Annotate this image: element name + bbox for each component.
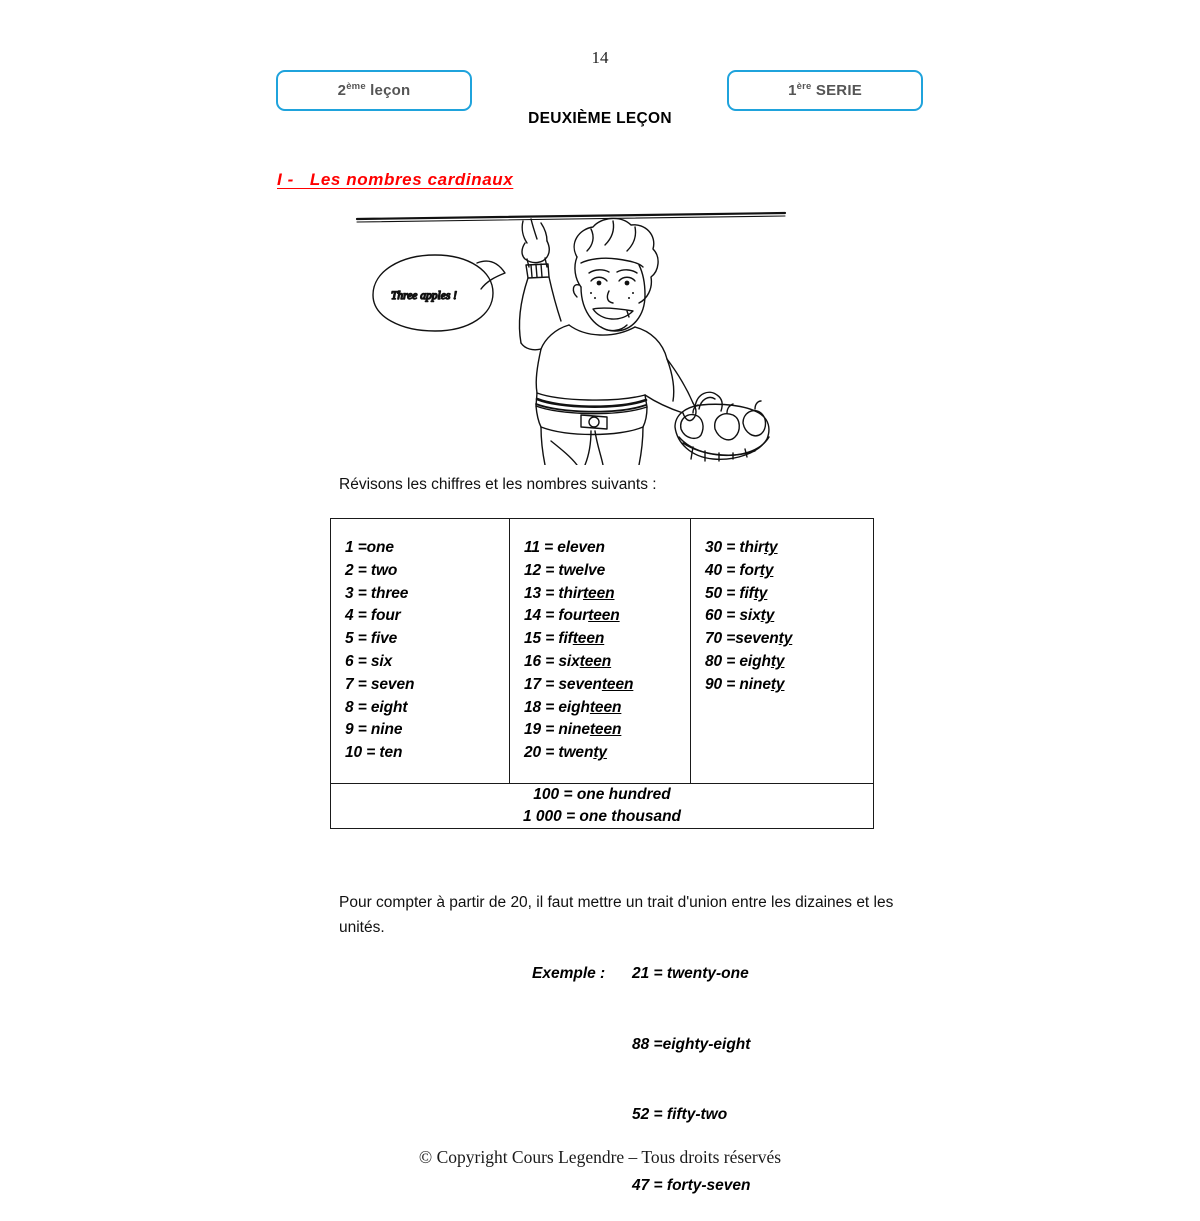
intro-sentence: Révisons les chiffres et les nombres suivants :: [339, 476, 657, 493]
number-entry: [345, 742, 509, 765]
number-entry-suffix: ty: [770, 675, 785, 693]
table-row-columns: [331, 519, 874, 784]
number-entry: [524, 583, 690, 606]
number-entry-text: 90 = nine: [705, 675, 771, 693]
number-entry-suffix: teen: [582, 584, 615, 602]
number-entry: [705, 560, 873, 583]
number-entry: [345, 697, 509, 720]
number-entry-text: 4 = four: [345, 607, 401, 625]
numbers-list-1: [331, 519, 509, 765]
number-entry: [705, 605, 873, 628]
number-entry-text: 7 = seven: [345, 675, 415, 693]
number-entry: [524, 697, 690, 720]
number-entry-text: 16 = six: [524, 652, 580, 670]
big-numbers-cell: [331, 784, 874, 829]
example-row-3: [532, 1103, 750, 1127]
number-entry-text: 30 = thir: [705, 539, 764, 556]
raised-arm: [519, 219, 561, 343]
section-heading: I - Les nombres cardinaux: [277, 170, 514, 189]
example-label: Exemple :: [532, 965, 606, 982]
belt: [536, 393, 647, 435]
number-entry-text: 70 =seven: [705, 630, 779, 648]
number-entry-suffix: teen: [588, 607, 620, 625]
lesson-title: DEUXIÈME LEÇON: [528, 110, 672, 127]
number-entry-text: 40 = for: [705, 561, 760, 579]
number-entry-suffix: teen: [579, 652, 612, 670]
lesson-badge-left-label: leçon: [365, 82, 411, 99]
number-entry: [524, 719, 690, 742]
big-number-hundred: 100 = one hundred: [533, 786, 671, 803]
number-entry: [345, 537, 509, 560]
number-entry-text: 17 = seven: [524, 675, 602, 693]
number-entry: [345, 583, 509, 606]
number-entry-text: 19 = nine: [524, 721, 590, 739]
number-entry: [345, 719, 509, 742]
serie-badge-right-label: SERIE: [811, 82, 862, 99]
lesson-badge-left-ordinal: ème: [346, 81, 366, 92]
number-entry-text: 8 = eight: [345, 698, 408, 716]
serie-badge-right-text: [788, 82, 862, 99]
lesson-badge-left[interactable]: [276, 70, 472, 111]
example-value-2: 88 =eighty-eight: [632, 1035, 751, 1053]
number-entry-text: 2 = two: [345, 561, 398, 579]
head: [573, 218, 658, 331]
trousers: [541, 427, 643, 465]
horizontal-bar-icon: [357, 213, 785, 222]
number-entry-text: 6 = six: [345, 652, 393, 670]
number-entry: [524, 674, 690, 697]
number-entry: [345, 605, 509, 628]
number-entry-suffix: ty: [778, 630, 793, 648]
number-entry-text: 5 = five: [345, 630, 398, 648]
numbers-list-3: [691, 519, 873, 697]
illustration-boy-with-apples: [345, 203, 795, 465]
number-entry: [524, 537, 690, 560]
numbers-column-2: [510, 519, 691, 784]
example-value-1: 21 = twenty-one: [632, 965, 749, 982]
number-entry: [345, 560, 509, 583]
number-entry-text: 3 = three: [345, 584, 409, 602]
speech-bubble-text: Three apples !: [391, 290, 458, 302]
number-entry-text: 12 = twelve: [524, 561, 606, 579]
number-entry: [705, 537, 873, 560]
example-value-4: 47 = forty-seven: [632, 1176, 751, 1194]
examples-block: [532, 915, 750, 1221]
example-value-3: 52 = fifty-two: [632, 1106, 728, 1123]
numbers-list-2: [510, 519, 690, 765]
number-entry-suffix: teen: [572, 630, 605, 648]
number-entry-text: 50 = fif: [705, 584, 754, 602]
number-entry: [705, 674, 873, 697]
serie-badge-right-ordinal: ère: [796, 81, 812, 92]
number-entry-text: 20 = twen: [524, 744, 594, 762]
number-entry-text: 10 = ten: [345, 744, 403, 762]
number-entry-suffix: ty: [770, 652, 785, 670]
serie-badge-right-number: 1: [788, 82, 797, 99]
number-entry-text: 80 = eigh: [705, 652, 771, 670]
lesson-badge-left-text: [338, 82, 411, 99]
number-entry: [345, 628, 509, 651]
number-entry: [524, 651, 690, 674]
copyright-footer: © Copyright Cours Legendre – Tous droits réservés: [418, 1147, 782, 1167]
example-row-1: [532, 962, 750, 986]
number-entry-text: 9 = nine: [345, 721, 403, 739]
number-entry: [524, 628, 690, 651]
example-row-2: [532, 1033, 750, 1057]
number-entry-text: 15 = fif: [524, 630, 573, 648]
number-entry: [524, 605, 690, 628]
number-entry-suffix: ty: [753, 584, 768, 602]
number-entry-suffix: ty: [763, 539, 778, 556]
number-entry: [345, 674, 509, 697]
numbers-table: [330, 518, 874, 829]
rule-paragraph: Pour compter à partir de 20, il faut mettre un trait d'union entre les dizaines et les unités.: [339, 894, 894, 936]
number-entry: [705, 628, 873, 651]
number-entry-suffix: ty: [593, 744, 607, 762]
serie-badge-right[interactable]: [727, 70, 923, 111]
big-number-thousand: 1 000 = one thousand: [522, 808, 682, 825]
number-entry: [345, 651, 509, 674]
example-row-4: [532, 1174, 750, 1198]
number-entry-suffix: ty: [759, 561, 774, 579]
number-entry: [524, 742, 690, 765]
number-entry-suffix: teen: [601, 675, 634, 693]
number-entry: [705, 651, 873, 674]
number-entry-suffix: ty: [760, 607, 775, 625]
number-entry: [524, 560, 690, 583]
number-entry-text: 13 = thir: [524, 584, 583, 602]
apple-basket-icon: [675, 392, 769, 461]
number-entry-text: 11 = eleven: [524, 539, 605, 556]
numbers-column-1: [331, 519, 510, 784]
number-entry: [705, 583, 873, 606]
table-row-big-numbers: [331, 784, 874, 829]
number-entry-text: 14 = four: [524, 607, 589, 625]
page-number: 14: [591, 48, 609, 67]
numbers-column-3: [691, 519, 874, 784]
number-entry-text: 18 = eigh: [524, 698, 590, 716]
number-entry-suffix: teen: [589, 698, 622, 716]
number-entry-text: 1 =one: [345, 539, 394, 556]
lesson-badge-left-number: 2: [337, 82, 347, 99]
number-entry-text: 60 = six: [705, 607, 761, 625]
number-entry-suffix: teen: [589, 721, 622, 739]
